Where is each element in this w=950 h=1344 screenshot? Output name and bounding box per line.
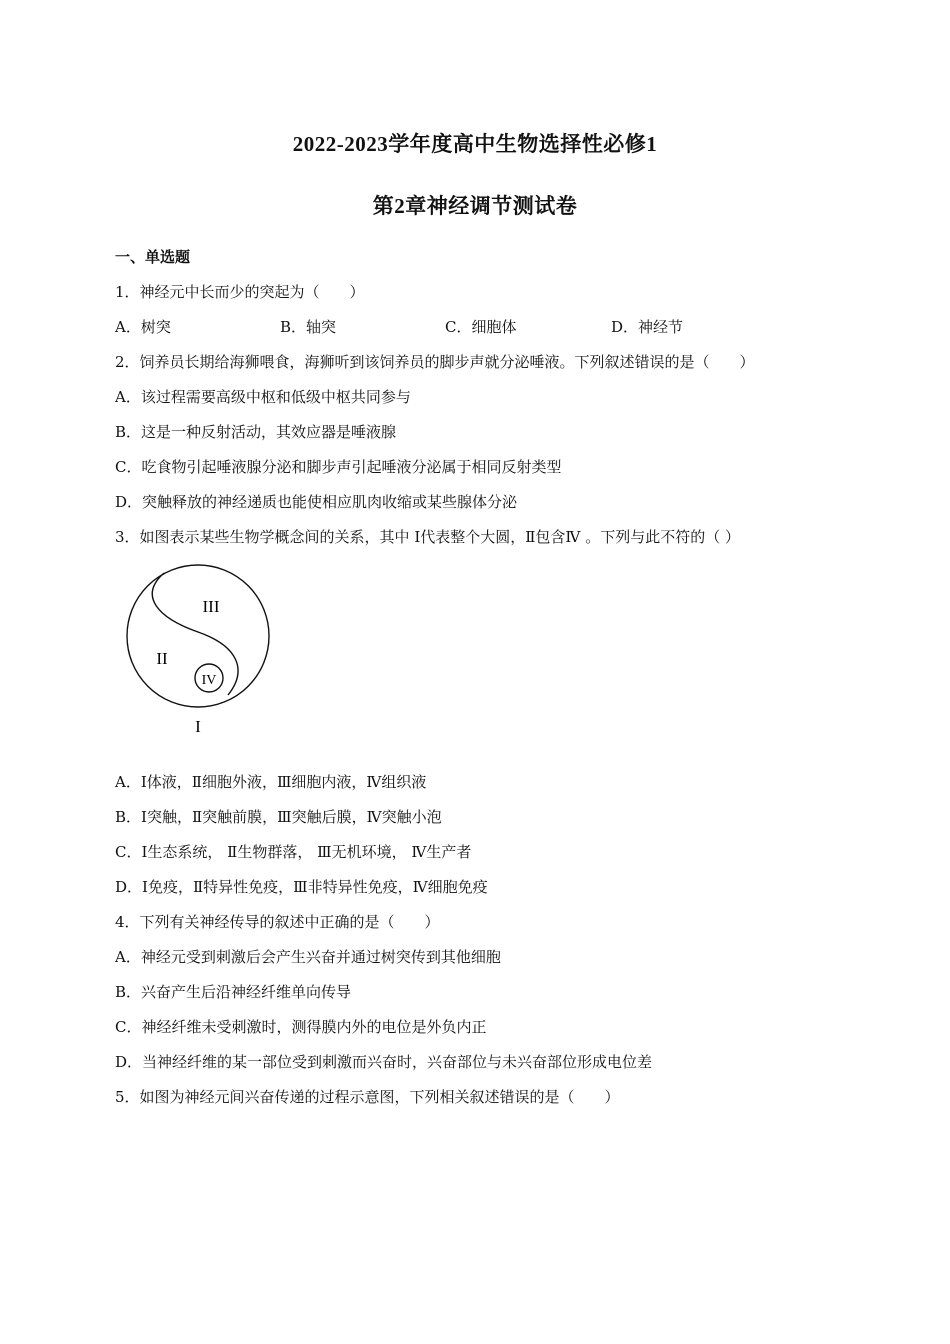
question-3-option-c: C．Ⅰ生态系统， Ⅱ生物群落， Ⅲ无机环境， Ⅳ生产者 (115, 843, 472, 861)
question-4-option-d: D．当神经纤维的某一部位受到刺激而兴奋时，兴奋部位与未兴奋部位形成电位差 (115, 1053, 653, 1071)
question-1-option-c: C．细胞体 (445, 318, 517, 336)
question-4-option-b: B．兴奋产生后沿神经纤维单向传导 (115, 983, 352, 1001)
question-1-option-a: A．树突 (115, 318, 171, 336)
label-iii: III (202, 597, 220, 616)
question-5-stem: 5．如图为神经元间兴奋传递的过程示意图，下列相关叙述错误的是（ ） (115, 1088, 620, 1106)
question-1-stem: 1．神经元中长而少的突起为（ ） (115, 283, 365, 301)
label-ii: II (156, 649, 168, 668)
question-2-stem: 2．饲养员长期给海狮喂食，海狮听到该饲养员的脚步声就分泌唾液。下列叙述错误的是（ ） (115, 353, 755, 371)
question-2-option-a: A．该过程需要高级中枢和低级中枢共同参与 (115, 388, 411, 406)
label-iv: IV (201, 673, 217, 688)
question-4-option-c: C．神经纤维未受刺激时，测得膜内外的电位是外负内正 (115, 1018, 487, 1036)
question-3-option-d: D．Ⅰ免疫，Ⅱ特异性免疫，Ⅲ非特异性免疫，Ⅳ细胞免疫 (115, 878, 488, 896)
question-1-option-b: B．轴突 (280, 318, 337, 336)
question-3-stem: 3．如图表示某些生物学概念间的关系，其中 Ⅰ代表整个大圆，Ⅱ包含Ⅳ 。下列与此不符的（ ） (115, 528, 740, 546)
question-2-option-b: B．这是一种反射活动，其效应器是唾液腺 (115, 423, 397, 441)
question-2-option-c: C．吃食物引起唾液腺分泌和脚步声引起唾液分泌属于相同反射类型 (115, 458, 562, 476)
question-3-option-a: A．Ⅰ体液，Ⅱ细胞外液，Ⅲ细胞内液，Ⅳ组织液 (115, 773, 427, 791)
section-heading: 一、单选题 (115, 248, 191, 266)
question-4-option-a: A．神经元受到刺激后会产生兴奋并通过树突传到其他细胞 (115, 948, 501, 966)
question-4-stem: 4．下列有关神经传导的叙述中正确的是（ ） (115, 913, 440, 931)
question-3-option-b: B．Ⅰ突触，Ⅱ突触前膜，Ⅲ突触后膜，Ⅳ突触小泡 (115, 808, 442, 826)
label-i: I (195, 717, 201, 736)
document-title-line1: 2022-2023学年度高中生物选择性必修1 (292, 132, 658, 156)
question-1-option-d: D．神经节 (611, 318, 684, 336)
question-2-option-d: D．突触释放的神经递质也能使相应肌肉收缩或某些腺体分泌 (115, 493, 518, 511)
document-title-line2: 第2章神经调节测试卷 (372, 194, 578, 218)
concept-relationship-diagram (118, 560, 278, 740)
